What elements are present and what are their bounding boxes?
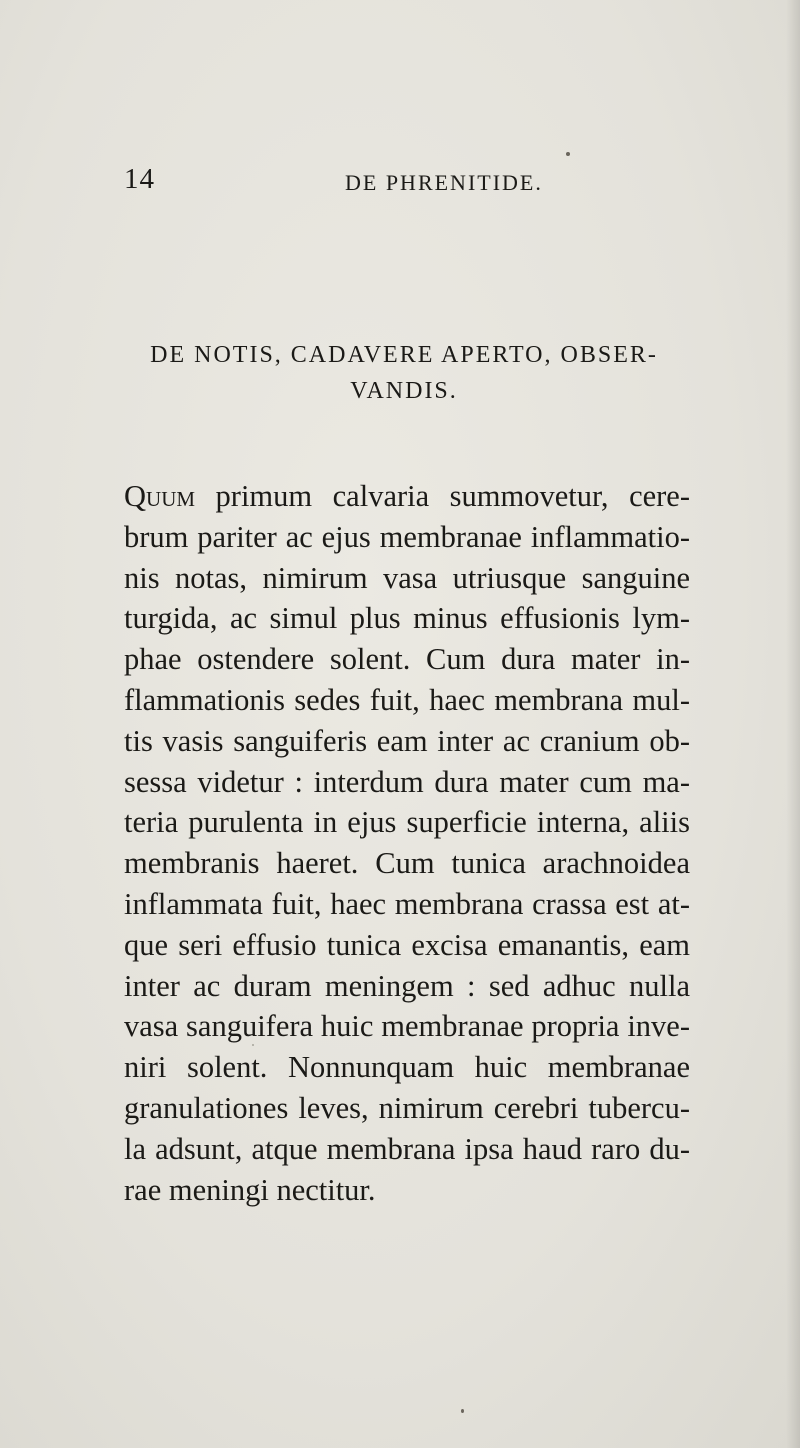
text-line: brum pariter ac ejus membranae inflammatio- [124,519,690,554]
page-edge-shadow [786,0,800,1448]
text-line: tis vasis sanguiferis eam inter ac cranium ob- [124,723,690,758]
text-line: inter ac duram meningem : sed adhuc nulla [124,968,690,1003]
section-heading [124,337,684,409]
text-line: rae meningi nectitur. [124,1172,376,1207]
text-line: nis notas, nimirum vasa utriusque sanguine [124,560,690,595]
text-line: phae ostendere solent. Cum dura mater in- [124,642,690,677]
paper-speck [461,1409,464,1413]
text-line [124,476,690,517]
text-line: turgida, ac simul plus minus effusionis lym- [124,601,690,636]
running-head [0,163,800,203]
text-line-content: primum calvaria summovetur, cere- [195,479,690,513]
text-line: niri solent. Nonnunquam huic membranae [124,1050,690,1085]
paper-speck [566,152,570,156]
text-line: sessa videtur : interdum dura mater cum ma- [124,764,690,799]
text-line: flammationis sedes fuit, haec membrana mul- [124,682,690,717]
section-heading-line-1: DE NOTIS, CADAVERE APERTO, OBSER- [150,342,658,368]
text-line: que seri effusio tunica excisa emanantis, eam [124,927,690,962]
text-line: la adsunt, atque membrana ipsa haud raro du- [124,1131,690,1166]
text-line: membranis haeret. Cum tunica arachnoidea [124,846,690,881]
running-title: DE PHRENITIDE. [345,170,543,195]
section-heading-line-2: VANDIS. [350,378,458,404]
text-line: teria purulenta in ejus superficie interna, aliis [124,805,690,840]
opening-word: Quum [124,479,196,513]
body-paragraph [124,476,690,1210]
text-line: granulationes leves, nimirum cerebri tubercu- [124,1090,690,1125]
text-line: vasa sanguifera huic membranae propria inve- [124,1009,690,1044]
page-number: 14 [124,163,155,195]
text-line: inflammata fuit, haec membrana crassa est at- [124,886,690,921]
paper-speck [252,1044,254,1046]
